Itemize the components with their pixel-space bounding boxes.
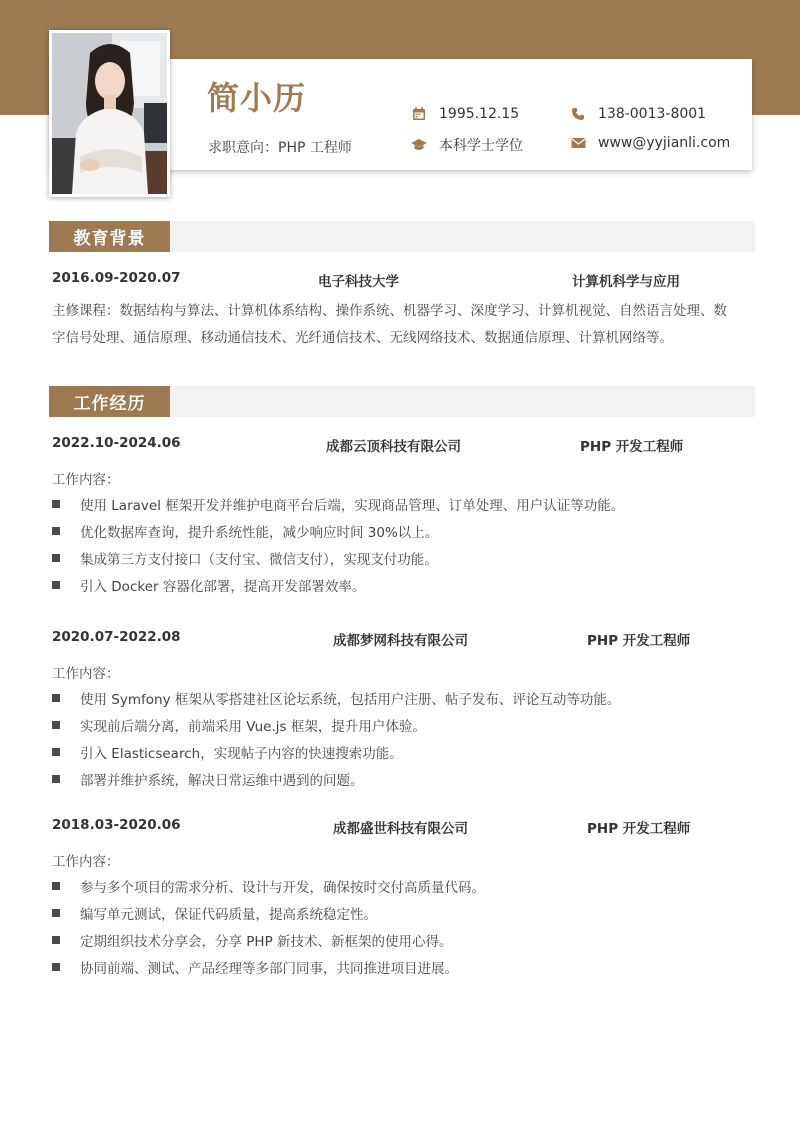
bullet-square-icon	[52, 581, 60, 589]
job-item	[52, 903, 377, 923]
bullet-square-icon	[52, 527, 60, 535]
job-row	[52, 435, 752, 455]
job-item	[52, 876, 485, 896]
job-company: 成都云顶科技有限公司	[326, 439, 461, 455]
candidate-name: 简小历	[207, 79, 307, 117]
job-company: 成都盛世科技有限公司	[333, 821, 468, 837]
bullet-square-icon	[52, 936, 60, 944]
education-school: 电子科技大学	[318, 274, 399, 290]
job-item	[52, 957, 458, 977]
portrait-image	[52, 33, 167, 194]
job-item-text: 优化数据库查询，提升系统性能，减少响应时间 30%以上。	[80, 525, 439, 541]
job-content-label: 工作内容：	[52, 472, 120, 488]
graduation-cap-icon	[411, 137, 427, 153]
job-item	[52, 715, 426, 735]
envelope-icon	[570, 135, 586, 151]
job-position: PHP 开发工程师	[587, 633, 691, 649]
phone-text: 138-0013-8001	[598, 106, 707, 122]
job-content-label: 工作内容：	[52, 666, 120, 682]
work-section-title: 工作经历	[49, 386, 170, 417]
job-item-text: 参与多个项目的需求分析、设计与开发，确保按时交付高质量代码。	[80, 880, 485, 896]
job-item	[52, 575, 365, 595]
email-text: www@yyjianli.com	[598, 135, 731, 151]
education-section-title: 教育背景	[49, 221, 170, 252]
job-position: PHP 开发工程师	[580, 439, 684, 455]
job-period: 2022.10-2024.06	[52, 435, 181, 451]
job-period: 2018.03-2020.06	[52, 817, 181, 833]
birth-text: 1995.12.15	[439, 106, 520, 122]
courses-line-1: 主修课程：数据结构与算法、计算机体系结构、操作系统、机器学习、深度学习、计算机视觉、自然语言处理、数	[52, 303, 727, 319]
job-item-text: 实现前后端分离，前端采用 Vue.js 框架，提升用户体验。	[80, 719, 426, 735]
job-item-text: 集成第三方支付接口（支付宝、微信支付），实现支付功能。	[80, 552, 438, 568]
education-major: 计算机科学与应用	[572, 274, 680, 290]
job-item	[52, 548, 438, 568]
job-item	[52, 688, 620, 708]
bullet-square-icon	[52, 963, 60, 971]
job-item	[52, 742, 403, 762]
job-item	[52, 494, 624, 514]
education-courses	[52, 298, 756, 352]
profile-photo	[49, 30, 170, 197]
job-position: PHP 开发工程师	[587, 821, 691, 837]
job-item-text: 引入 Elasticsearch，实现帖子内容的快速搜索功能。	[80, 746, 403, 762]
job-row	[52, 817, 752, 837]
job-item-text: 使用 Symfony 框架从零搭建社区论坛系统，包括用户注册、帖子发布、评论互动等功能。	[80, 692, 621, 708]
job-item-text: 使用 Laravel 框架开发并维护电商平台后端，实现商品管理、订单处理、用户认证等功能。	[80, 498, 625, 514]
phone-icon	[570, 106, 586, 122]
job-item	[52, 521, 438, 541]
work-section-header	[49, 386, 755, 417]
job-content-label: 工作内容：	[52, 854, 120, 870]
birth-info	[411, 106, 519, 122]
bullet-square-icon	[52, 909, 60, 917]
job-period: 2020.07-2022.08	[52, 629, 181, 645]
calendar-icon	[411, 106, 427, 122]
degree-info	[411, 135, 523, 155]
job-item	[52, 769, 364, 789]
bullet-square-icon	[52, 748, 60, 756]
degree-text: 本科学士学位	[439, 138, 523, 154]
job-item-text: 部署并维护系统，解决日常运维中遇到的问题。	[80, 773, 364, 789]
bullet-square-icon	[52, 882, 60, 890]
job-intent: 求职意向：PHP 工程师	[208, 140, 352, 156]
bullet-square-icon	[52, 775, 60, 783]
job-row	[52, 629, 752, 649]
job-item-text: 编写单元测试，保证代码质量，提高系统稳定性。	[80, 907, 377, 923]
job-item-text: 协同前端、测试、产品经理等多部门同事，共同推进项目进展。	[80, 961, 458, 977]
bullet-square-icon	[52, 554, 60, 562]
bullet-square-icon	[52, 694, 60, 702]
education-row	[52, 270, 752, 290]
email-info	[570, 135, 730, 151]
job-item-text: 引入 Docker 容器化部署，提高开发部署效率。	[80, 579, 366, 595]
education-section-header	[49, 221, 755, 252]
bullet-square-icon	[52, 721, 60, 729]
job-item	[52, 930, 453, 950]
job-item-text: 定期组织技术分享会，分享 PHP 新技术、新框架的使用心得。	[80, 934, 453, 950]
bullet-square-icon	[52, 500, 60, 508]
job-company: 成都梦网科技有限公司	[333, 633, 468, 649]
phone-info	[570, 106, 706, 122]
courses-line-2: 字信号处理、通信原理、移动通信技术、光纤通信技术、无线网络技术、数据通信原理、计算机网络等。	[52, 330, 673, 346]
education-period: 2016.09-2020.07	[52, 270, 181, 286]
